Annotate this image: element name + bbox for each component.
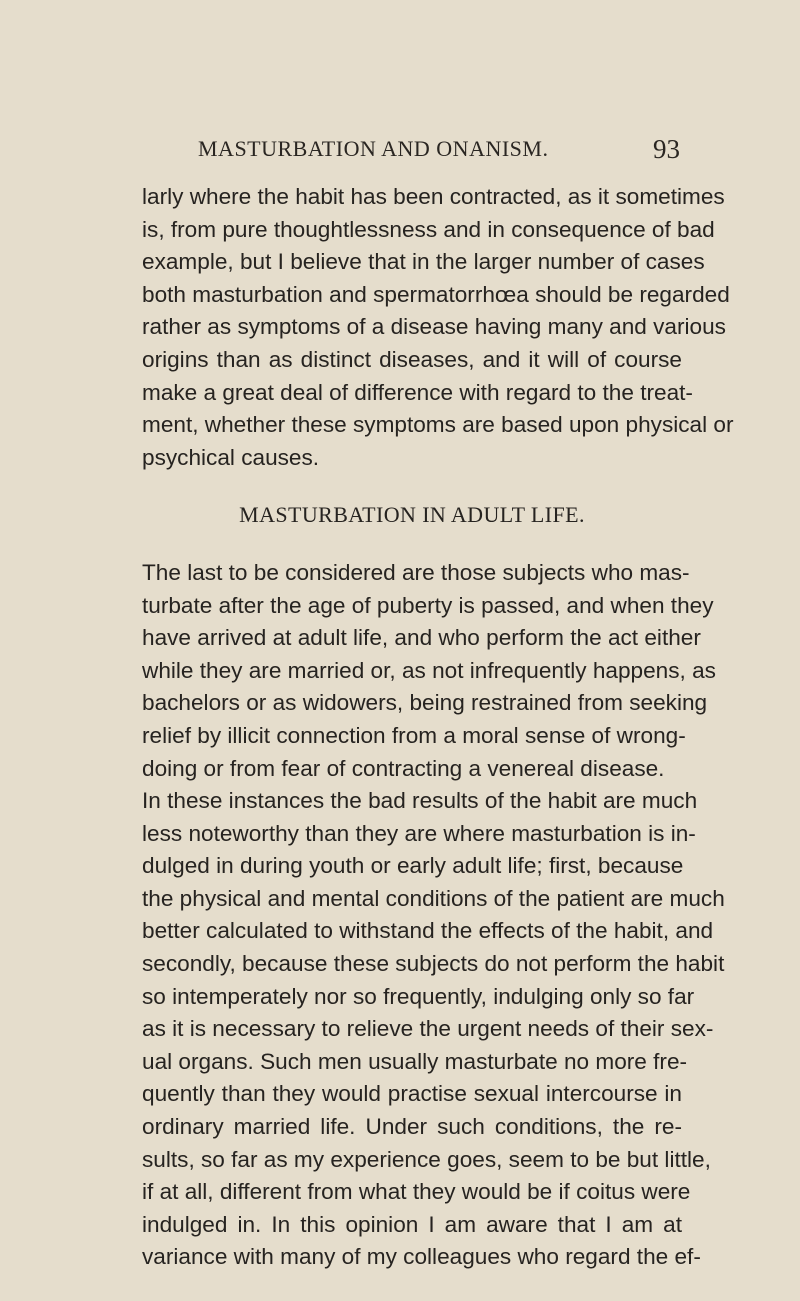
text-line: is, from pure thoughtlessness and in consequence of bad bbox=[142, 216, 715, 242]
text-line: if at all, different from what they would be if coitus were bbox=[142, 1179, 691, 1205]
text-line: rather as symptoms of a disease having many and various bbox=[142, 314, 726, 340]
text-line: dulged in during youth or early adult life; first, because bbox=[142, 853, 684, 879]
page-number: 93 bbox=[653, 134, 680, 164]
paragraph-1 bbox=[142, 181, 734, 474]
text-line: ment, whether these symptoms are based upon physical or bbox=[142, 412, 734, 438]
text-line: bachelors or as widowers, being restrained from seeking bbox=[142, 690, 708, 716]
text-line: while they are married or, as not infrequently happens, as bbox=[142, 657, 716, 683]
text-line: larly where the habit has been contracted, as it sometimes bbox=[142, 184, 725, 209]
text-line: the physical and mental conditions of the patient are much bbox=[142, 885, 725, 911]
text-line: example, but I believe that in the larger number of cases bbox=[142, 249, 705, 275]
text-line: turbate after the age of puberty is passed, and when they bbox=[142, 592, 714, 618]
text-line: quently than they would practise sexual intercourse in bbox=[142, 1081, 682, 1107]
text-line: both masturbation and spermatorrhœa should be regarded bbox=[142, 281, 730, 307]
text-line: origins than as distinct diseases, and it will of course bbox=[142, 346, 682, 372]
text-line: ordinary married life. Under such conditions, the re- bbox=[142, 1114, 682, 1140]
text-line: The last to be considered are those subjects who mas- bbox=[142, 559, 690, 585]
text-line: relief by illicit connection from a moral sense of wrong- bbox=[142, 722, 686, 748]
text-line: sults, so far as my experience goes, seem to be but little, bbox=[142, 1146, 711, 1172]
text-line: as it is necessary to relieve the urgent needs of their sex- bbox=[142, 1016, 714, 1042]
running-head bbox=[140, 136, 680, 172]
text-line: better calculated to withstand the effects of the habit, and bbox=[142, 918, 714, 944]
section-heading: MASTURBATION IN ADULT LIFE. bbox=[239, 502, 585, 528]
paragraph-2 bbox=[142, 557, 716, 785]
text-line: make a great deal of difference with regard to the treat- bbox=[142, 379, 693, 405]
running-title: MASTURBATION AND ONANISM. bbox=[198, 136, 549, 161]
body-text bbox=[142, 181, 734, 1274]
text-line: have arrived at adult life, and who perform the act either bbox=[142, 625, 701, 651]
text-line: psychical causes. bbox=[142, 444, 320, 470]
text-line: secondly, because these subjects do not perform the habit bbox=[142, 951, 725, 977]
text-line: indulged in. In this opinion I am aware that I am at bbox=[142, 1211, 682, 1237]
text-line: doing or from fear of contracting a venereal disease. bbox=[142, 755, 665, 781]
text-line: less noteworthy than they are where masturbation is in- bbox=[142, 820, 696, 846]
paragraph-3 bbox=[142, 785, 725, 1274]
text-line: ual organs. Such men usually masturbate no more fre- bbox=[142, 1048, 688, 1074]
text-line: variance with many of my colleagues who regard the ef- bbox=[142, 1244, 701, 1270]
text-line: In these instances the bad results of the habit are much bbox=[142, 788, 698, 814]
text-line: so intemperately nor so frequently, indulging only so far bbox=[142, 983, 695, 1009]
